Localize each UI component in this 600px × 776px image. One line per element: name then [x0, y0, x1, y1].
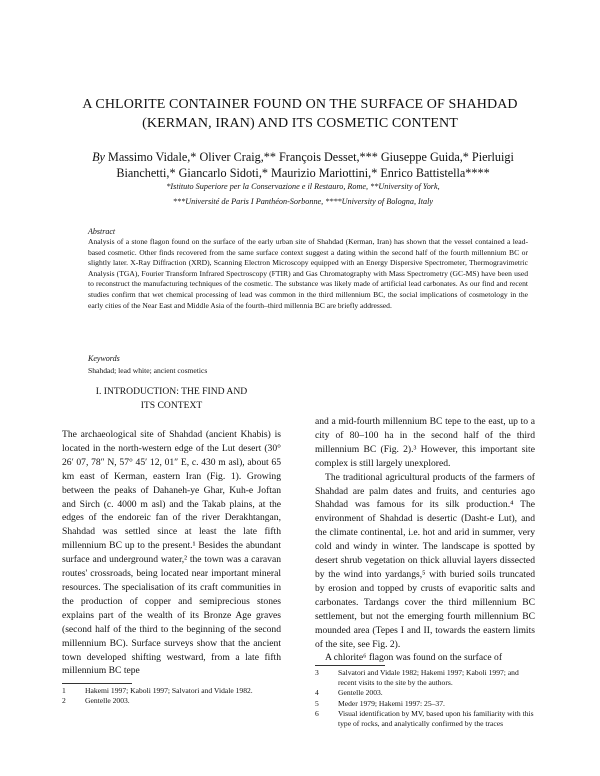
paper-title [40, 95, 560, 133]
section-heading-line-1: I. INTRODUCTION: THE FIND AND [95, 386, 248, 397]
footnote-divider-left [62, 683, 132, 684]
affiliation-line-1: *Istituto Superiore per la Conservazione e il Restauro, Rome, **University of York, [166, 182, 440, 191]
affiliation-line-2: ***Université de Paris I Panthéon-Sorbonne, ****University of Bologna, Italy [172, 197, 434, 206]
footnote-number: 4 [315, 688, 319, 698]
title-line-2: (KERMAN, IRAN) AND ITS COSMETIC CONTENT [142, 116, 458, 131]
right-paragraph-3: A chlorite⁶ flagon was found on the surface of [325, 652, 503, 664]
footnote-text: Gentelle 2003. [85, 696, 130, 706]
author-names-1: Massimo Vidale,* Oliver Craig,** François Desset,*** Giuseppe Guida,* Pierluigi [107, 150, 514, 164]
footnote-text: Gentelle 2003. [338, 688, 383, 698]
right-paragraph-2: The traditional agricultural products of the farmers of Shahdad are palm dates and fruits, and centuries ago Shahdad was famous for its silk production.⁴ The environment of Shahdad is desertic (Dasht-e Lut), and the climate continental, i.e. hot and arid in summer, very cold and windy in winter. The landscape is spotted by desert shrub vegetation on thick alluvial layers dissected by the wind into yardangs,⁵ with buried soils truncated by erosion and topped by crusts of evaporitic salts and carbonates. Tardangs cover the third millennium BC settlement, but not the emerging fourth millennium BC mounded area (Tepes I and II, towards the eastern limits of the site, see Fig. 2). [315, 471, 535, 650]
right-paragraph-1: and a mid-fourth millennium BC tepe to the east, up to a city of 80–100 ha in the second half of the third millennium BC (Fig. 2).³ However, this important site complex is still largely unexplored. [315, 416, 535, 469]
footnote [315, 699, 535, 709]
footnotes-left [62, 686, 281, 706]
title-line-1: A CHLORITE CONTAINER FOUND ON THE SURFACE OF SHAHDAD [82, 97, 518, 112]
abstract-heading: Abstract [88, 227, 116, 236]
footnote-number: 3 [315, 668, 319, 677]
footnotes-right [315, 668, 535, 729]
author-line-2: Bianchetti,* Giancarlo Sidoti,* Maurizio Mariottini,* Enrico Battistella**** [116, 165, 490, 180]
by-label: By [92, 150, 105, 164]
keywords-heading: Keywords [88, 354, 120, 363]
footnote [315, 668, 535, 688]
footnote [62, 696, 281, 706]
footnote [315, 688, 535, 698]
author-line-1 [58, 150, 548, 166]
left-column [62, 428, 281, 678]
footnote-text: Visual identification by MV, based upon his familiarity with this type of rocks, and analytically confirmed by the traces [338, 708, 534, 729]
footnote-number: 5 [315, 698, 319, 708]
footnote-number: 1 [62, 686, 66, 695]
footnote-number: 6 [315, 708, 319, 718]
footnote-divider-right [315, 665, 385, 666]
author-list [58, 150, 548, 181]
footnote [315, 709, 535, 729]
right-column [315, 415, 535, 665]
footnote-text: Salvatori and Vidale 1982; Hakemi 1997; Kaboli 1997; and recent visits to the site by the authors. [338, 668, 519, 688]
abstract-text: Analysis of a stone flagon found on the surface of the early urban site of Shahdad (Kerman, Iran) has shown that the vessel contained a lead-based cosmetic. Other finds recovered from the same surface context suggest a dating within the second half of the fourth millennium BC or slightly later. X-Ray Diffraction (XRD), Scanning Electron Microscopy equipped with an Energy Dispersive Spectrometer, Thermogravimetric Analysis (TGA), Fourier Transform Infrared Spectroscopy (FTIR) and Gas Chromatography with Mass Spectrometry (GC-MS) have been used to reconstruct the manufacturing techniques of the cosmetic. The substance was likely made of artificial lead carbonates. As our find and recent studies confirm that wet chemical processing of lead was common in the third millennium BC, the social implications of cosmetology in the early cities of the Near East and Middle Asia of the fourth–third millennia BC are briefly addressed. [88, 237, 528, 310]
keywords-text: Shahdad; lead white; ancient cosmetics [88, 366, 208, 375]
footnote-text: Meder 1979; Hakemi 1997: 25–37. [338, 698, 445, 708]
footnote-text: Hakemi 1997; Kaboli 1997; Salvatori and Vidale 1982. [85, 686, 253, 695]
section-heading [62, 385, 281, 412]
footnote-number: 2 [62, 696, 66, 706]
footnote [62, 686, 281, 696]
section-heading-line-2: ITS CONTEXT [140, 399, 203, 411]
left-paragraph-1: The archaeological site of Shahdad (ancient Khabis) is located in the north-western edge of the Lut desert (30° 26′ 07, 78″ N, 57° 45′ 12, 01″ E, c. 430 m asl), about 65 km east of Kerman, eastern Iran (Fig. 1). Growing between the peaks of Dahaneh-ye Ghar, Kuh-e Joftan and Sirch (c. 4000 m asl) and the Takab plains, at the edges of the endoreic fan of the river Derakhtangan, Shahdad was settled since at least the late fifth millennium BC up to the present.¹ Besides the abundant surface and underground water,² the town was a caravan routes' crossroads, being located near important mineral resources. The specialisation of its craft communities in the production of copper and semiprecious stones explains part of the wealth of its Bronze Age graves (second half of the third to the beginning of the second millennium BC). Surface surveys show that the ancient town developed shifting westward, from a late fifth millennium BC tepe [62, 429, 281, 677]
